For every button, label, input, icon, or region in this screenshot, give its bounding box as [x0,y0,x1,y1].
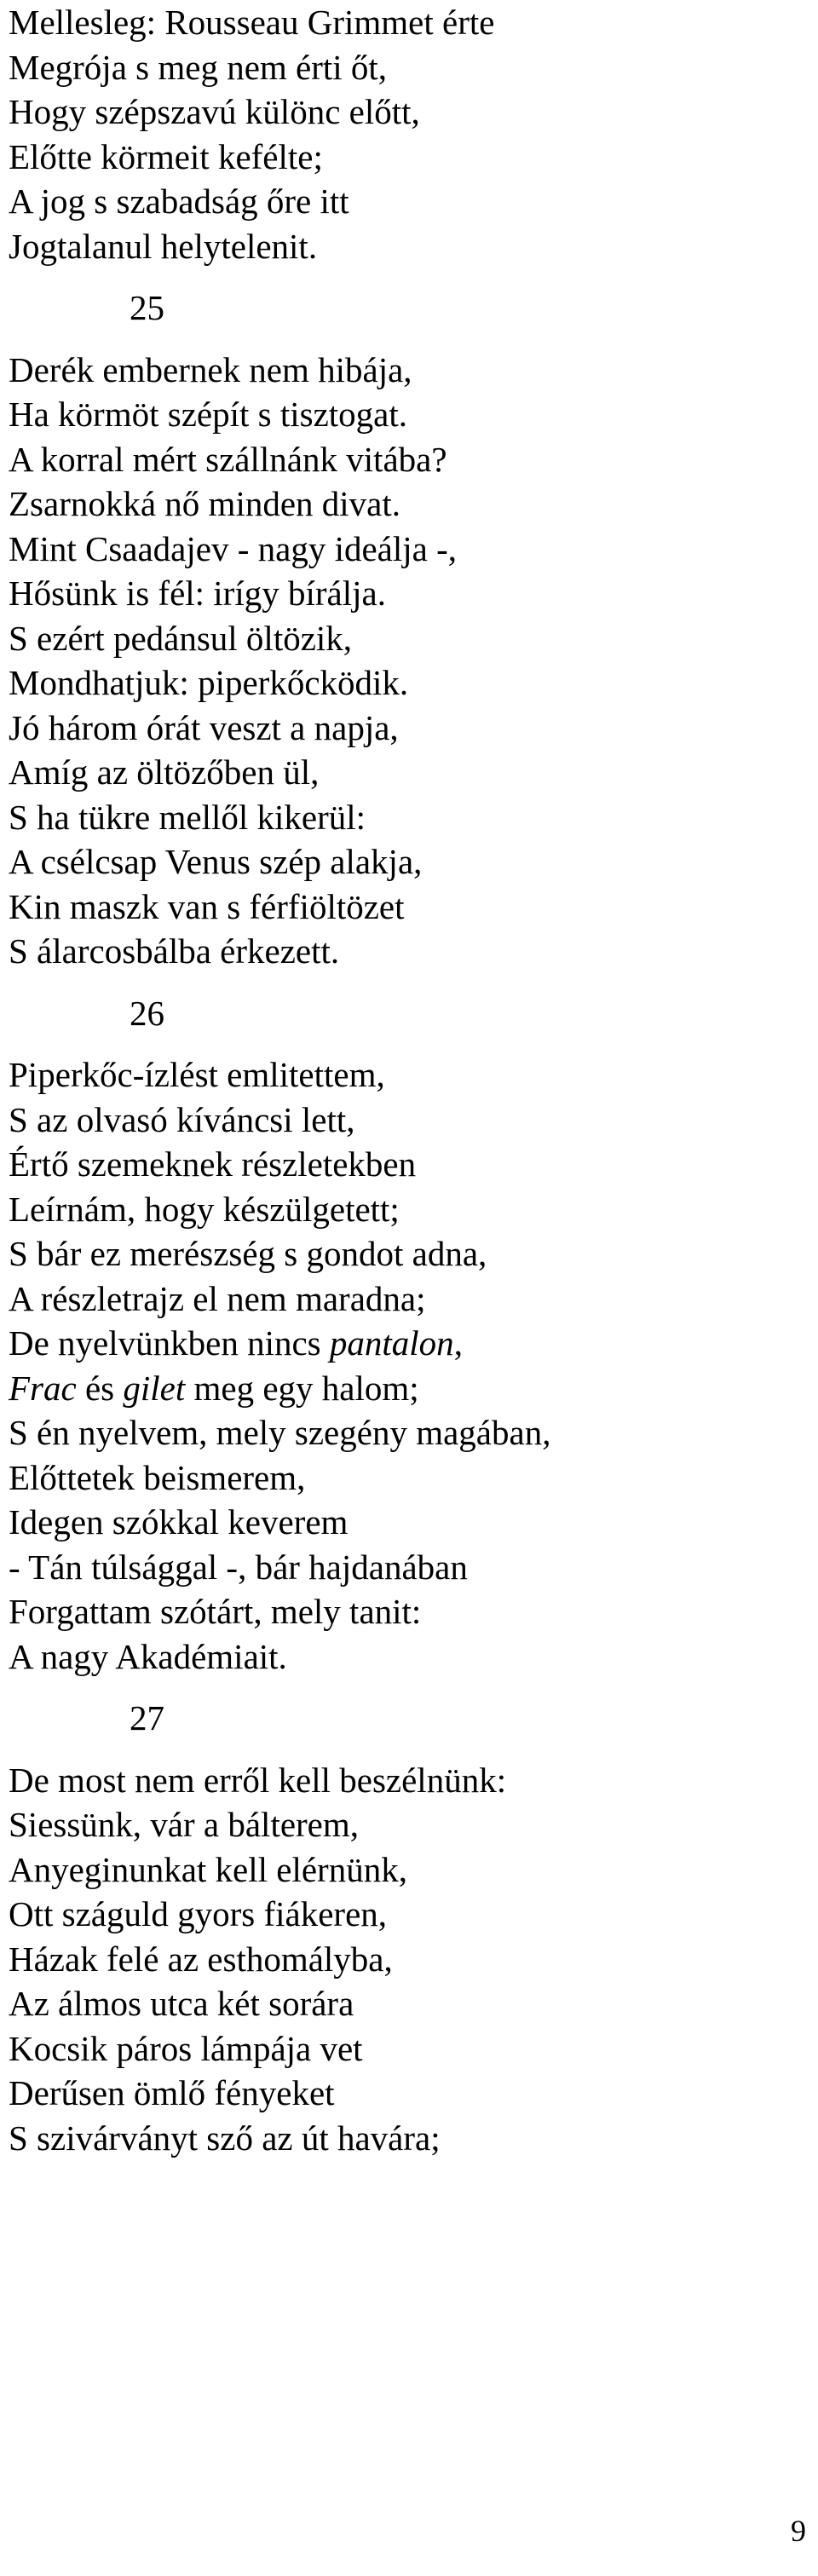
verse-line [9,1231,809,1276]
stanza [9,285,809,974]
verse-text: Előttetek beismerem, [9,1457,306,1497]
verse-line [9,135,809,180]
verse-line [9,1276,809,1322]
stanza [9,0,809,268]
verse-text: Hősünk is fél: irígy bírálja. [9,573,386,613]
verse-text: S az olvasó kíváncsi lett, [9,1099,355,1139]
verse-line [9,1500,809,1545]
verse-line [9,1142,809,1187]
verse-text: Derűsen ömlő fényeket [9,2073,335,2112]
verse-line [9,224,809,269]
verse-line [9,45,809,90]
poem-body [9,0,809,2160]
stanza-number: 27 [130,1698,164,1738]
verse-line [9,885,809,930]
verse-text: A csélcsap Venus szép alakja, [9,842,423,881]
verse-line [9,616,809,661]
verse-line [9,89,809,135]
verse-text: Mint Csaadajev - nagy ideálja -, [9,528,457,568]
verse-line [9,750,809,795]
verse-line [9,1937,809,1982]
verse-text: és [76,1368,124,1408]
verse-text: A részletrajz el nem maradna; [9,1278,426,1318]
verse-text: Piperkőc-ízlést emlitettem, [9,1055,385,1094]
verse-line [9,1758,809,1803]
verse-text: Házak felé az esthomályba, [9,1939,393,1979]
verse-line [9,1052,809,1098]
verse-text: Ott száguld gyors fiákeren, [9,1894,388,1933]
italic-word: Frac [9,1368,77,1408]
verse-text: Forgattam szótárt, mely tanit: [9,1592,422,1631]
verse-text: Megrója s meg nem érti őt, [9,47,388,87]
verse-text: Jogtalanul helytelenit. [9,226,318,266]
verse-text: De nyelvünkben nincs [9,1323,330,1363]
verse-text: S bár ez merészség s gondot adna, [9,1234,487,1273]
verse-text: Ha körmöt szépít s tisztogat. [9,395,407,434]
verse-line [9,1634,809,1680]
stanza-number: 26 [130,993,164,1033]
verse-text: Amíg az öltözőben ül, [9,752,320,792]
verse-line [9,1187,809,1232]
verse-line [9,1455,809,1501]
italic-word: gilet [123,1368,186,1408]
verse-text: Derék embernek nem hibája, [9,349,412,389]
verse-line [9,1098,809,1143]
verse-text: A nagy Akadémiait. [9,1636,287,1676]
verse-line [9,1892,809,1937]
verse-text: Értő szemeknek részletekben [9,1144,417,1184]
verse-text: Anyeginunkat kell elérnünk, [9,1849,407,1889]
stanza-number: 25 [130,288,164,327]
verse-line [9,2026,809,2072]
verse-text: Hogy szépszavú különc előtt, [9,92,420,131]
verse-line [9,571,809,616]
verse-line [9,1802,809,1847]
verse-text: Előtte körmeit kefélte; [9,136,323,176]
verse-line [9,2116,809,2161]
verse-text: Zsarnokká nő minden divat. [9,484,401,523]
italic-word: pantalon [329,1323,454,1363]
verse-line [9,179,809,224]
verse-line [9,839,809,885]
verse-text: S én nyelvem, mely szegény magában, [9,1413,551,1452]
verse-text: Kin maszk van s férfiöltözet [9,886,405,926]
verse-text: Mellesleg: Rousseau Grimmet érte [9,3,495,42]
verse-text: - Tán túlsággal -, bár hajdanában [9,1547,468,1587]
stanza [9,991,809,1680]
verse-text: A korral mért szállnánk vitába? [9,439,447,479]
stanza [9,1696,809,2160]
verse-text: S álarcosbálba érkezett. [9,931,340,971]
verse-line [9,1847,809,1893]
verse-text: Siessünk, vár a bálterem, [9,1805,360,1844]
verse-text: De most nem erről kell beszélnünk: [9,1760,507,1800]
verse-line [9,660,809,706]
poem-page [9,0,809,2160]
verse-line [9,527,809,572]
verse-line [9,0,809,45]
verse-line [9,481,809,527]
verse-line [9,929,809,974]
verse-text: S ha tükre mellől kikerül: [9,797,366,837]
verse-text: Mondhatjuk: piperkőcködik. [9,663,409,702]
verse-text: A jog s szabadság őre itt [9,182,349,221]
verse-line [9,1981,809,2026]
verse-text: Az álmos utca két sorára [9,1984,354,2023]
verse-line [9,348,809,393]
verse-line [9,392,809,437]
verse-text: Kocsik páros lámpája vet [9,2028,363,2068]
verse-line [9,1410,809,1455]
verse-line [9,706,809,751]
verse-line [9,1366,809,1411]
page-number: 9 [791,2514,806,2548]
verse-text: S szivárványt sző az út havára; [9,2118,441,2158]
verse-text: Jó három órát veszt a napja, [9,707,399,747]
verse-line [9,437,809,482]
verse-text: meg egy halom; [185,1368,419,1408]
verse-line [9,795,809,840]
verse-line [9,1545,809,1590]
verse-text: , [453,1323,463,1363]
verse-text: S ezért pedánsul öltözik, [9,618,353,658]
verse-text: Idegen szókkal keverem [9,1502,349,1542]
verse-text: Leírnám, hogy készülgetett; [9,1189,400,1229]
verse-line [9,1589,809,1634]
verse-line [9,2071,809,2116]
verse-line [9,1321,809,1366]
